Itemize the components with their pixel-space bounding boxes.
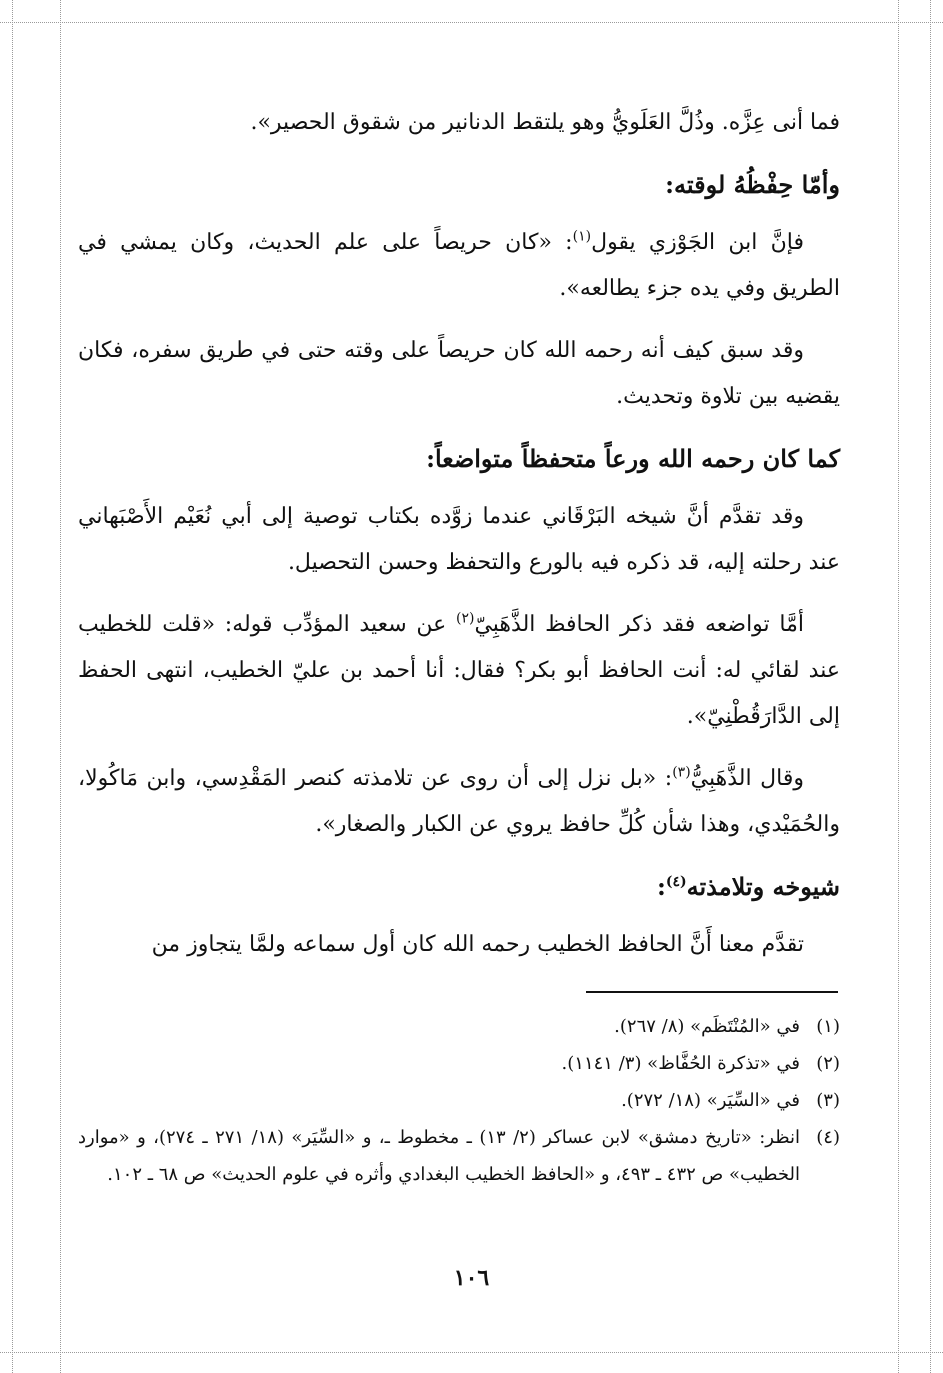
paragraph-3: وقد سبق كيف أنه رحمه الله كان حريصاً على وقته حتى في طريق سفره، فكان يقضيه بين تلاوة وتحديث. [78,338,840,409]
page-body [78,100,840,984]
footnote-text: انظر: «تاريخ دمشق» لابن عساكر (٢/ ١٣) ـ مخطوط ـ، و «السِّيَر» (١٨/ ٢٧١ ـ ٢٧٤)، و «موارد الخطيب» ص ٤٣٢ ـ ٤٩٣، و «الحافظ الخطيب البغدادي وأثره في علوم الحديث» ص ٦٨ ـ ١٠٢. [78,1127,800,1185]
footnote-ref-3: (٣) [672,764,691,781]
heading-time-keeping: وأمّا حِفْظُهُ لوقته: [665,170,840,199]
paragraph-6-part-a: وقال الذَّهَبِيُّ [690,766,804,791]
paragraph-2 [78,220,840,312]
footnote-number: (٤) [816,1127,840,1148]
guide-line [930,0,931,1373]
footnotes [78,1008,840,1193]
footnote-ref-4: (٤) [665,874,687,890]
heading-piety: كما كان رحمه الله ورعاً متحفظاً متواضعاً: [426,444,840,473]
guide-line [0,22,943,23]
footnote-number: (١) [816,1016,840,1037]
footnote-2 [78,1045,840,1082]
guide-line [0,1352,943,1353]
paragraph-6-part-b: : «بل نزل إلى أن روى عن تلامذته كنصر المَقْدِسي، وابن مَاكُولا، والحُمَيْدي، وهذا شأن كُلِّ حافظ يروي عن الكبار والصغار». [78,766,840,837]
paragraph-7: تقدَّم معنا أَنَّ الحافظ الخطيب رحمه الله كان أول سماعه ولمَّا يتجاوز من [151,932,804,957]
footnote-ref-1: (١) [572,228,592,245]
paragraph-1: فما أنى عِزَّه. وذُلَّ العَلَويُّ وهو يلتقط الدنانير من شقوق الحصير». [250,110,840,135]
paragraph-5-part-a: أمَّا تواضعه فقد ذكر الحافظ الذَّهَبِيّ [474,612,804,637]
footnote-text: في «المُنْتَظَم» (٨/ ٢٦٧). [614,1016,800,1037]
paragraph-5 [78,602,840,740]
guide-line [60,0,61,1373]
paragraph-5-part-b: عن سعيد المؤدِّب قوله: «قلت للخطيب عند لقائي له: أنت الحافظ أبو بكر؟ فقال: أنا أحمد بن عليّ الخطيب، انتهى الحفظ إلى الدَّارَقُطْنِيّ». [78,612,840,729]
heading-3-colon: : [656,872,666,901]
heading-3-text: شيوخه وتلامذته [686,872,840,901]
guide-line [898,0,899,1373]
paragraph-6 [78,756,840,848]
paragraph-2-part-b: : «كان حريصاً على علم الحديث، وكان يمشي في الطريق وفي يده جزء يطالعه». [78,230,840,301]
footnote-1 [78,1008,840,1045]
footnote-ref-2: (٢) [455,610,475,627]
paragraph-2-part-a: فإنَّ ابن الجَوْزي يقول [591,230,804,255]
footnote-number: (٣) [816,1090,840,1111]
paragraph-4: وقد تقدَّم أنَّ شيخه البَرْقَاني عندما زوَّده بكتاب توصية إلى أبي نُعَيْم الأَصْبَهاني عند رحلته إليه، قد ذكره فيه بالورع والتحفظ وحسن التحصيل. [78,504,840,575]
footnote-text: في «تذكرة الحُفَّاظ» (٣/ ١١٤١). [561,1053,800,1074]
heading-teachers-students [78,864,840,910]
footnote-number: (٢) [816,1053,840,1074]
footnote-text: في «السِّيَر» (١٨/ ٢٧٢). [621,1090,800,1111]
footnote-4 [78,1119,840,1193]
footnote-divider [586,991,838,993]
footnote-3 [78,1082,840,1119]
page-number: ١٠٦ [453,1265,490,1291]
guide-line [12,0,13,1373]
